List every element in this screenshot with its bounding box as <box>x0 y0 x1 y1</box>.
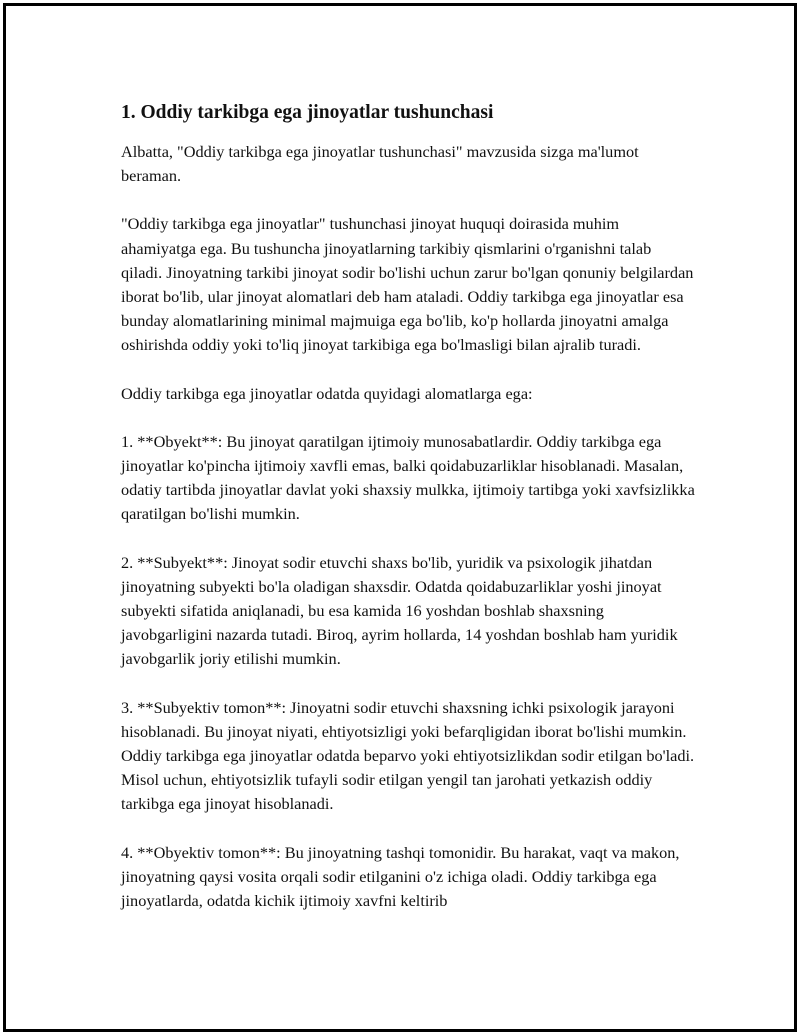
page-frame <box>3 3 797 1032</box>
document-title: 1. Oddiy tarkibga ega jinoyatlar tushunchasi <box>121 102 494 123</box>
objective-side-paragraph: 4. **Obyektiv tomon**: Bu jinoyatning tashqi tomonidir. Bu harakat, vaqt va makon, jinoyatning qaysi vosita orqali sodir etilganini o'z ichiga oladi. Oddiy tarkibga ega jinoyatlarda, odatda kichik ijtimoiy xavfni keltirib <box>121 842 680 911</box>
intro-paragraph: Albatta, "Oddiy tarkibga ega jinoyatlar tushunchasi" mavzusida sizga ma'lumot beraman. <box>121 142 639 186</box>
subjective-side-paragraph: 3. **Subyektiv tomon**: Jinoyatni sodir etuvchi shaxsning ichki psixologik jarayoni hisoblanadi. Bu jinoyat niyati, ehtiyotsizligi yoki befarqligidan iborat bo'lishi mumkin. Oddiy tarkibga ega jinoyatlar odatda beparvo yoki ehtiyotsizlikdan sodir etilgan bo'ladi. Misol uchun, ehtiyotsizlik tufayli sodir etilgan yengil tan jarohati yetkazish oddiy tarkibga ega jinoyat hisoblanadi. <box>121 697 695 814</box>
object-paragraph: 1. **Obyekt**: Bu jinoyat qaratilgan ijtimoiy munosabatlardir. Oddiy tarkibga ega jinoyatlar ko'pincha ijtimoiy xavfli emas, balki qoidabuzarliklar hisoblanadi. Masalan, odatiy tartibda jinoyatlar davlat yoki shaxsiy mulkka, ijtimoiy tartibga yoki xavfsizlikka qaratilgan bo'lishi mumkin. <box>121 431 695 524</box>
features-lead-paragraph: Oddiy tarkibga ega jinoyatlar odatda quyidagi alomatlarga ega: <box>121 383 533 403</box>
subject-paragraph: 2. **Subyekt**: Jinoyat sodir etuvchi shaxs bo'lib, yuridik va psixologik jihatdan jinoyatning subyekti bo'la oladigan shaxsdir. Odatda qoidabuzarliklar yoshi jinoyat subyekti sifatida aniqlanadi, bu esa kamida 16 yoshdan boshlab shaxsning javobgarligini nazarda tutadi. Biroq, ayrim hollarda, 14 yoshdan boshlab ham yuridik javobgarlik joriy etilishi mumkin. <box>121 552 678 669</box>
concept-paragraph: "Oddiy tarkibga ega jinoyatlar" tushunchasi jinoyat huquqi doirasida muhim ahamiyatga ega. Bu tushuncha jinoyatlarning tarkibiy qismlarini o'rganishni talab qiladi. Jinoyatning tarkibi jinoyat sodir bo'lishi uchun zarur bo'lgan qonuniy belgilardan iborat bo'lib, ular jinoyat alomatlari deb ham ataladi. Oddiy tarkibga ega jinoyatlar esa bunday alomatlarining minimal majmuiga ega bo'lib, ko'p hollarda jinoyatni amalga oshirishda oddiy yoki to'liq jinoyat tarkibiga ega bo'lmasligi bilan ajralib turadi. <box>121 214 694 355</box>
document-body <box>121 99 696 937</box>
